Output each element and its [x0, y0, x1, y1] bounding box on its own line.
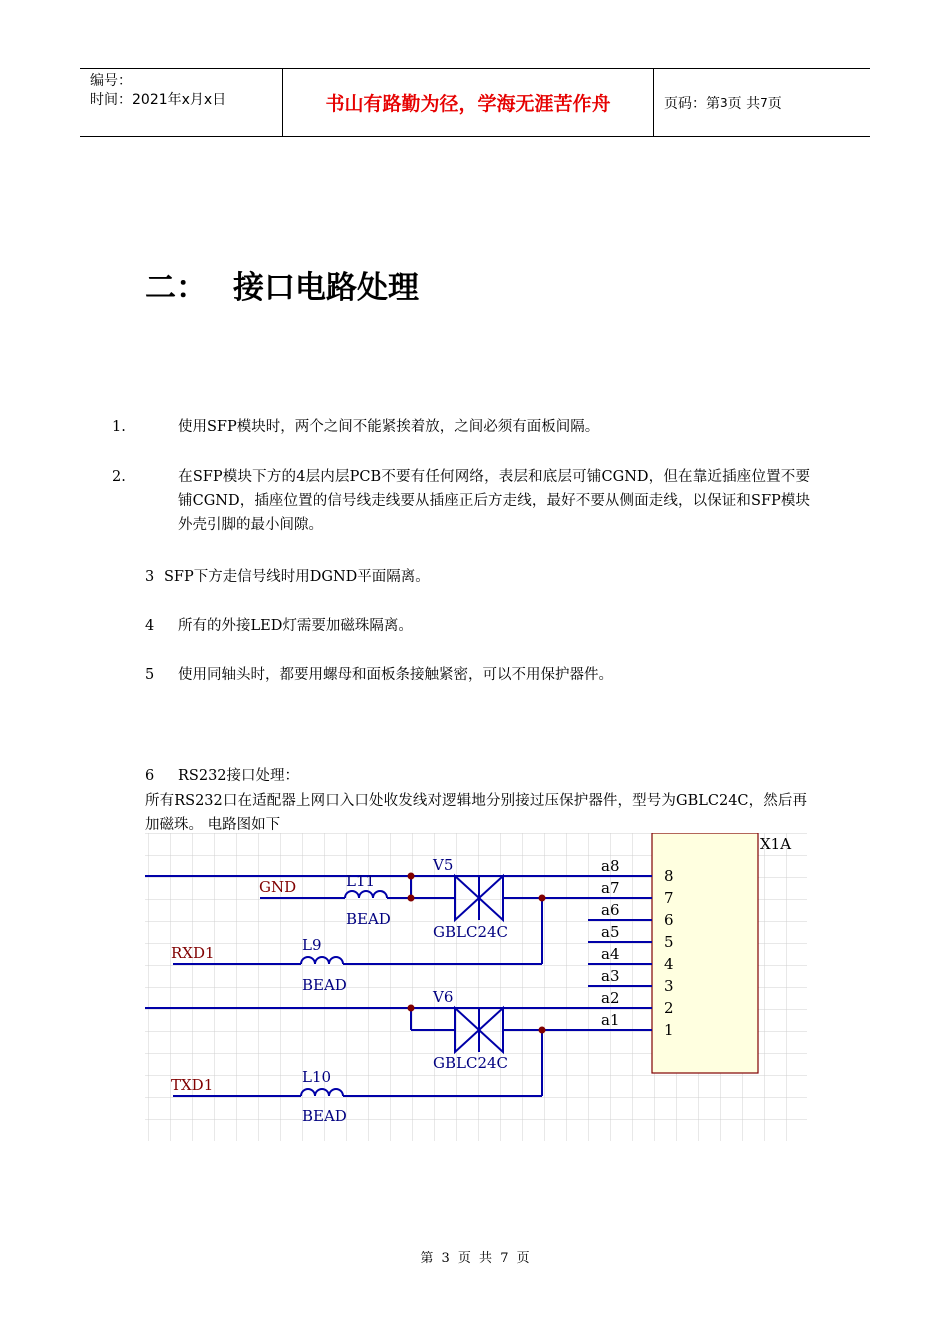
- item-number: 3: [145, 569, 155, 585]
- item-number: 4: [145, 618, 155, 634]
- item-text: 使用SFP模块时，两个之间不能紧挨着放，之间必须有面板间隔。: [178, 419, 600, 435]
- net-label-gnd: GND: [259, 878, 297, 896]
- header-motto: 书山有路勤为径，学海无涯苦作舟: [282, 69, 654, 136]
- page-suffix: 页: [767, 95, 782, 112]
- label-v5: V5: [433, 856, 454, 874]
- pin-name: a4: [601, 945, 620, 963]
- pin-name: a8: [601, 857, 620, 875]
- section-heading: [145, 262, 419, 307]
- pin-number: 3: [664, 977, 674, 995]
- label-bead: BEAD: [302, 1107, 347, 1125]
- item-text: 所有的外接LED灯需要加磁珠隔离。: [178, 618, 413, 634]
- page-header: [80, 68, 870, 137]
- item-text: 在SFP模块下方的4层内层PCB不要有任何网络，表层和底层可铺CGND，但在靠近插座位置不要铺CGND，插座位置的信号线走线要从插座正后方走线，最好不要从侧面走线，以保证和SFP模块外壳引脚的最小间隙。: [178, 469, 810, 533]
- label-bead: BEAD: [302, 976, 347, 994]
- item-text: RS232接口处理：: [178, 768, 300, 784]
- list-item-6: [145, 764, 810, 788]
- header-number-label: 编号：: [90, 73, 132, 89]
- section-title: 接口电路处理: [233, 270, 419, 306]
- pin-name: a6: [601, 901, 620, 919]
- list-item-1: [112, 415, 810, 439]
- connector-label: X1A: [760, 835, 792, 853]
- list-item-2: [112, 465, 810, 537]
- label-v6: V6: [433, 988, 454, 1006]
- label-tvs: GBLC24C: [433, 1054, 509, 1072]
- page-num: 3: [720, 95, 728, 110]
- rs232-schematic: [145, 833, 807, 1141]
- pin-number: 1: [664, 1021, 674, 1039]
- list-item-4: [145, 614, 810, 638]
- pin-name: a3: [601, 967, 620, 985]
- label-tvs: GBLC24C: [433, 923, 509, 941]
- pin-number: 2: [664, 999, 674, 1017]
- item-number: 2.: [112, 469, 126, 485]
- pin-number: 4: [664, 955, 674, 973]
- page-mid: 页 共: [727, 95, 761, 112]
- item-number: 5: [145, 667, 155, 683]
- pin-name: a1: [601, 1011, 620, 1029]
- label-l11: L11: [346, 872, 376, 890]
- net-label-txd1: TXD1: [171, 1076, 214, 1094]
- section-number: 二：: [145, 270, 207, 306]
- list-item-5: [145, 663, 810, 687]
- page-total: 7: [760, 95, 768, 110]
- header-meta-cell: [80, 69, 282, 136]
- pin-name: a2: [601, 989, 620, 1007]
- page-prefix: 页码：第: [664, 95, 720, 112]
- list-item-3: [145, 565, 810, 589]
- label-bead: BEAD: [346, 910, 391, 928]
- item-text: 使用同轴头时，都要用螺母和面板条接触紧密，可以不用保护器件。: [178, 667, 613, 683]
- pin-name: a5: [601, 923, 620, 941]
- net-label-rxd1: RXD1: [171, 944, 215, 962]
- header-page-info: [654, 69, 870, 136]
- pin-number: 8: [664, 867, 674, 885]
- pin-number: 5: [664, 933, 674, 951]
- page-footer: 第 3 页 共 7 页: [420, 1251, 530, 1266]
- item-number: 1.: [112, 419, 126, 435]
- pin-number: 6: [664, 911, 674, 929]
- item-number: 6: [145, 768, 155, 784]
- pin-number: 7: [664, 889, 674, 907]
- rs232-paragraph: 所有RS232口在适配器上网口入口处收发线对逻辑地分别接过压保护器件，型号为GBLC24C，然后再加磁珠。 电路图如下: [145, 793, 807, 833]
- header-time-label: 时间：2021年x月x日: [90, 92, 227, 108]
- pin-name: a7: [601, 879, 620, 897]
- item-text: SFP下方走信号线时用DGND平面隔离。: [164, 569, 430, 585]
- label-l10: L10: [302, 1068, 332, 1086]
- label-l9: L9: [302, 936, 322, 954]
